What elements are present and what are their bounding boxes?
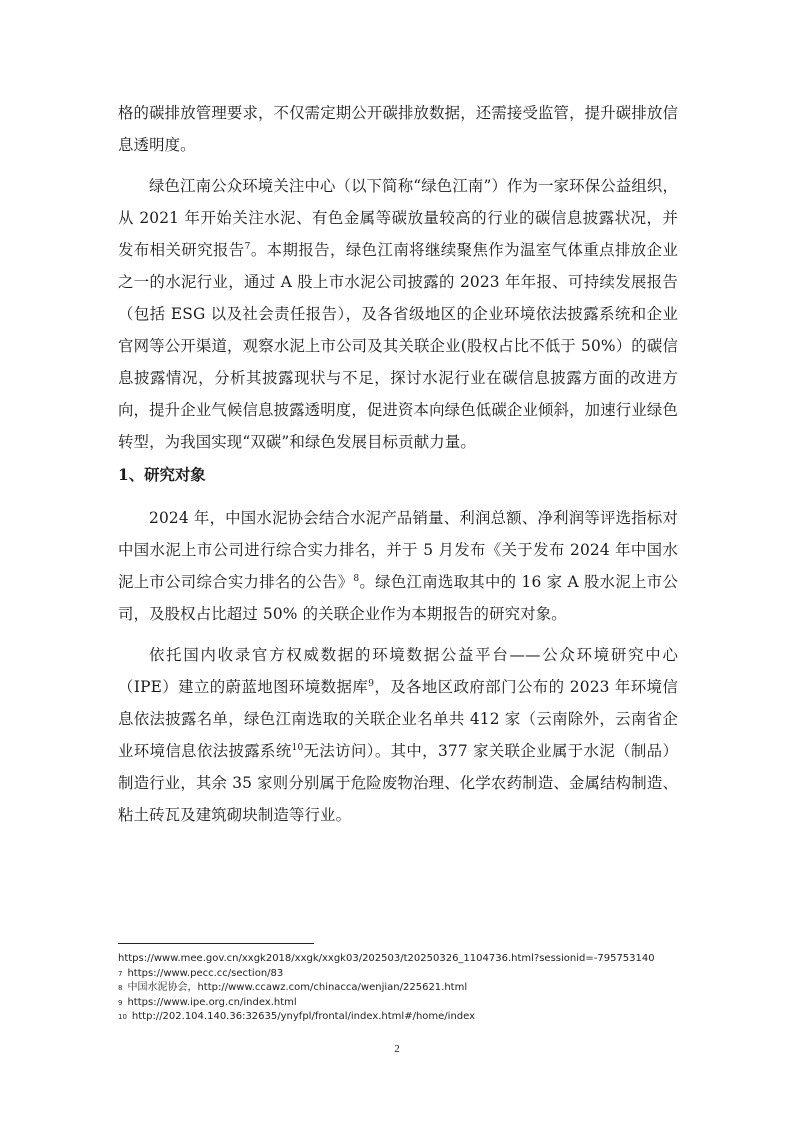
footnote-mark: 7: [118, 969, 123, 978]
footnote-link[interactable]: http://202.104.140.36:32635/ynyfpl/frontal/index.html#/home/index: [131, 1011, 476, 1023]
footnote-link[interactable]: 中国水泥协会，http://www.ccawz.com/chinacca/wenjian/225621.html: [127, 982, 468, 994]
paragraph-continued: [118, 97, 678, 161]
footnote-9: [118, 996, 678, 1011]
paragraph-ipe-text-b: ，及各地区政府部门公布的 2023 年环境信息依法披露名单，绿色江南选取的关联企业名单共 412 家（云南除外，云南省企业环境信息依法披露系统: [118, 678, 678, 760]
footnote-mark: 8: [118, 984, 123, 993]
paragraph-ipe-text-a: 依托国内收录官方权威数据的环境数据公益平台——公众环境研究中心（IPE）建立的蔚蓝地图环境数据库: [118, 646, 678, 696]
paragraph-continued-text: 格的碳排放管理要求，不仅需定期公开碳排放数据，还需接受监管，提升碳排放信息透明度。: [118, 104, 678, 154]
footnote-mark: 10: [118, 1013, 127, 1022]
body-text-top: [118, 97, 678, 161]
footnote-ref-7[interactable]: 7: [244, 241, 251, 252]
section-heading-research-object: 1、研究对象: [118, 466, 206, 484]
body-text-intro: [118, 170, 678, 458]
paragraph-ranking-text-a: 2024 年，中国水泥协会结合水泥产品销量、利润总额、净利润等评选指标对中国水泥上市公司进行综合实力排名，并于 5 月发布《关于发布 2024 年中国水泥上市公司综合实力排名的公告》: [118, 509, 678, 591]
footnote-8: [118, 981, 678, 996]
section-heading-wrap: [118, 459, 678, 491]
footnote-ref-10[interactable]: 10: [291, 742, 304, 753]
footnote-mark: 9: [118, 998, 123, 1007]
body-text-ipe: [118, 639, 678, 831]
paragraph-green-jiangnan-text-b: 。本期报告，绿色江南将继续聚焦作为温室气体重点排放企业之一的水泥行业，通过 A 股上市水泥公司披露的 2023 年年报、可持续发展报告（包括 ESG 以及社会责任报告），及各省级地区的企业环境依法披露系统和企业官网等公开渠道，观察水泥上市公司及其关联企业(股权占比不低于 50%）的碳信息披露情况，分析其披露现状与不足，探讨水泥行业在碳信息披露方面的改进方向，提升企业气候信息披露透明度，促进资本向绿色低碳企业倾斜，加速行业绿色转型，为我国实现“双碳”和绿色发展目标贡献力量。: [118, 241, 678, 451]
paragraph-ipe: [118, 639, 678, 831]
paragraph-green-jiangnan-text-a: 绿色江南公众环境关注中心（以下简称“绿色江南”）作为一家环保公益组织，从 2021 年开始关注水泥、有色金属等碳放量较高的行业的碳信息披露状况，并发布相关研究报告: [118, 177, 678, 259]
paragraph-ranking-text-b: 。绿色江南选取其中的 16 家 A 股水泥上市公司，及股权占比超过 50% 的关联企业作为本期报告的研究对象。: [118, 573, 678, 623]
footnote-7: [118, 967, 678, 982]
footnotes: [118, 952, 678, 1025]
footnote-link[interactable]: https://www.ipe.org.cn/index.html: [127, 996, 297, 1008]
footnote-ref-8[interactable]: 8: [353, 573, 360, 584]
footnote-10: [118, 1010, 678, 1025]
footnote-link[interactable]: https://www.pecc.cc/section/83: [127, 967, 284, 979]
paragraph-ipe-text-c: 无法访问）。其中，377 家关联企业属于水泥（制品）制造行业，其余 35 家则分别属于危险废物治理、化学农药制造、金属结构制造、粘土砖瓦及建筑砌块制造等行业。: [118, 742, 678, 824]
paragraph-green-jiangnan: [118, 170, 678, 458]
footnote-divider: [118, 943, 314, 944]
page-number: 2: [394, 1043, 400, 1055]
body-text-ranking: [118, 502, 678, 630]
footnote-ref-9[interactable]: 9: [368, 678, 375, 689]
footnote-continued[interactable]: https://www.mee.gov.cn/xxgk2018/xxgk/xxgk03/202503/t20250326_1104736.html?sessionid=-795753140: [118, 953, 655, 964]
paragraph-ranking: [118, 502, 678, 630]
